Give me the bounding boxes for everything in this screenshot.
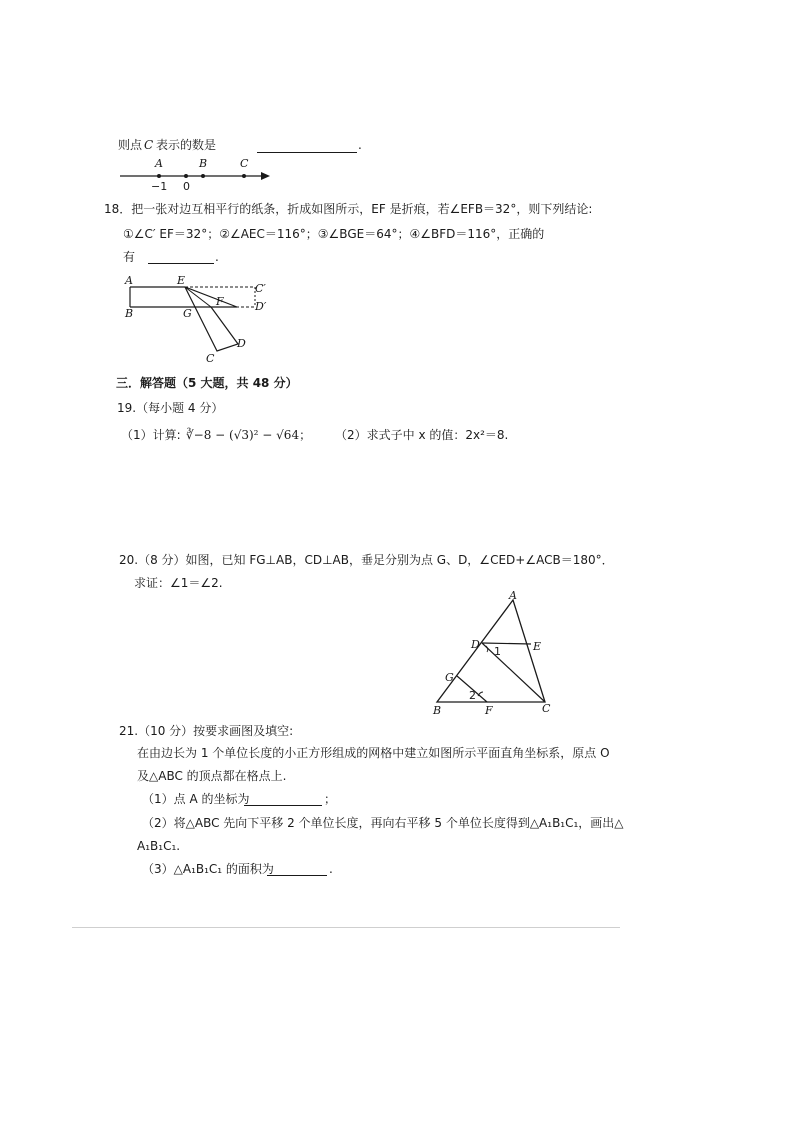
label-a: A [125,274,133,287]
q19-part2: （2）求式子中 x 的值：2x²＝8. [335,428,509,442]
q18-line3-prefix: 有 [123,250,136,264]
label-e: E [533,640,542,653]
label-angle-1: 1 [494,645,501,658]
q21-part3: （3）△A₁B₁C₁ 的面积为 [142,862,274,876]
label-g: G [183,307,192,320]
label-c: C [206,352,215,365]
q17-end: . [358,138,362,152]
q20-line2: 求证：∠1＝∠2. [134,576,223,590]
label-f: F [216,295,224,308]
label-d: D [471,638,480,651]
angle-1-arc [486,646,488,652]
q17-prefix: 则点 [118,138,143,152]
q19-part1-expression: ∛−8 − (√3)² − √64； [186,428,312,442]
q17-answer-blank[interactable] [257,152,357,153]
q21-intro-line1: 在由边长为 1 个单位长度的小正方形组成的网格中建立如图所示平面直角坐标系，原点 O [137,746,610,760]
label-b: B [125,307,134,320]
q18-answer-blank[interactable] [148,263,214,264]
q20-line1: 20.（8 分）如图，已知 FG⊥AB，CD⊥AB，垂足分别为点 G、D，∠CED+∠ACB＝180°． [119,553,614,567]
q18-line3-end: . [215,250,219,264]
page-bottom-rule [72,927,620,928]
label-a: A [509,589,517,602]
q21-part1: （1）点 A 的坐标为 [142,792,250,806]
label-d: D [237,337,246,350]
number-line-figure [118,155,278,195]
section3-title: 三．解答题（5 大题，共 48 分） [116,376,298,390]
q17-suffix: 表示的数是 [156,138,217,152]
origin-dot [184,174,188,178]
label-zero: 0 [183,180,190,193]
q19-title: 19.（每小题 4 分） [117,401,224,415]
label-b: B [433,704,442,717]
label-b: B [199,157,208,170]
point-b-dot [201,174,205,178]
q21-part2-line2: A₁B₁C₁. [137,839,181,853]
number-line-arrow [261,172,270,180]
label-c: C [240,157,249,170]
q19-part1-label: （1）计算: [121,428,181,442]
q21-title: 21.（10 分）按要求画图及填空: [119,724,294,738]
fold-crease-ef [185,287,211,307]
label-d-prime: D′ [255,300,267,313]
angle-2-arc [478,692,483,696]
q21-intro-line2: 及△ABC 的顶点都在格点上. [137,769,287,783]
label-g: G [445,671,454,684]
point-c-dot [242,174,246,178]
segment-de [482,643,531,644]
q21-part3-blank[interactable] [267,875,327,876]
q21-part1-blank[interactable] [244,805,322,806]
q21-part3-end: . [329,862,333,876]
q21-part1-end: ； [324,792,337,806]
q21-part2-line1: （2）将△ABC 先向下平移 2 个单位长度，再向右平移 5 个单位长度得到△A₁B₁C₁，画出△ [142,816,624,830]
label-e: E [177,274,186,287]
q17-point: C [144,138,154,152]
point-a-dot [157,174,161,178]
label-angle-2: 2 [469,689,476,702]
triangle-figure [425,588,565,718]
label-c-prime: C′ [255,282,266,295]
q18-line2: ①∠C′ EF＝32°；②∠AEC＝116°；③∠BGE＝64°；④∠BFD＝116°，正确的 [123,227,545,241]
label-c: C [542,702,551,715]
q18-line1: 18．把一张对边互相平行的纸条，折成如图所示，EF 是折痕，若∠EFB＝32°，则下列结论: [104,202,593,216]
label-a: A [155,157,163,170]
label-f: F [485,704,493,717]
label-minus-one: −1 [151,180,168,193]
folded-strip-figure [120,272,280,368]
